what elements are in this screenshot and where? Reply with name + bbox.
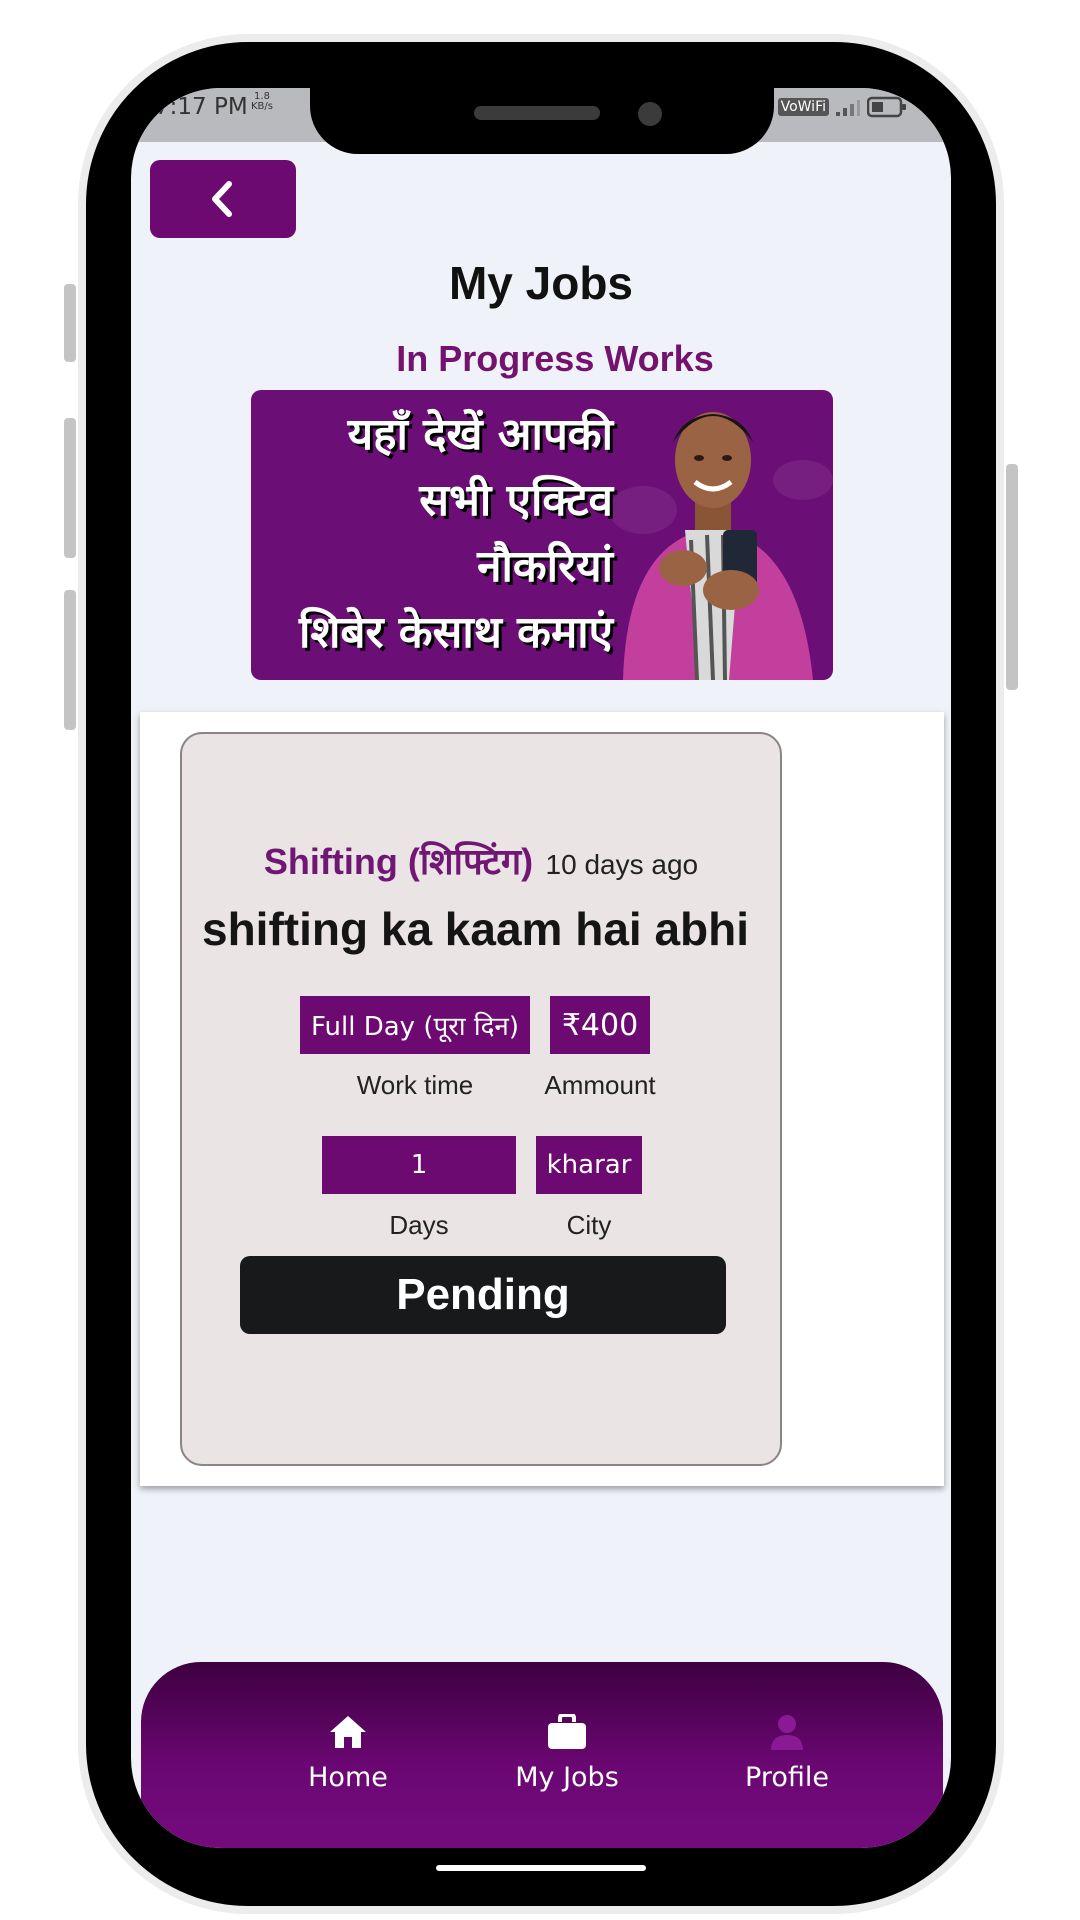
- days-chip: 1: [322, 1136, 516, 1194]
- battery-icon: [867, 96, 907, 118]
- net-speed-value: 1.8: [254, 91, 270, 102]
- vowifi-badge: VoWiFi: [778, 98, 829, 116]
- phone-speaker: [474, 106, 600, 120]
- bottom-navigation: [141, 1662, 943, 1848]
- banner-line: शिबेर केसाथ कमाएं: [299, 607, 613, 658]
- smiling-man-with-phone-image: [603, 390, 833, 680]
- job-card[interactable]: [180, 732, 782, 1466]
- job-status-button[interactable]: Pending: [240, 1256, 726, 1334]
- amount-label: Ammount: [544, 1070, 656, 1100]
- banner-line: नौकरियां: [477, 541, 613, 592]
- nav-profile-label: Profile: [745, 1762, 829, 1793]
- net-speed-unit: KB/s: [251, 101, 273, 112]
- briefcase-icon: [546, 1714, 588, 1750]
- job-title: shifting ka kaam hai abhi: [202, 903, 750, 955]
- phone-power-button: [1006, 464, 1018, 690]
- status-net-speed: [251, 92, 273, 112]
- nav-my-jobs[interactable]: [477, 1714, 657, 1793]
- section-title: In Progress Works: [396, 338, 714, 379]
- city-chip: kharar: [536, 1136, 642, 1194]
- back-button[interactable]: [150, 160, 296, 238]
- nav-home[interactable]: [258, 1714, 438, 1793]
- phone-volume-up: [64, 418, 76, 558]
- banner-line: सभी एक्टिव: [419, 475, 613, 526]
- nav-home-label: Home: [308, 1762, 388, 1793]
- banner-text: [299, 402, 613, 666]
- phone-side-button: [64, 284, 76, 362]
- home-indicator[interactable]: [436, 1865, 646, 1871]
- banner-line: यहाँ देखें आपकी: [347, 409, 613, 460]
- phone-volume-down: [64, 590, 76, 730]
- status-icons: [778, 96, 907, 118]
- promo-banner: [251, 390, 833, 680]
- jobs-list: [140, 712, 944, 1486]
- home-icon: [328, 1714, 368, 1750]
- nav-profile[interactable]: [697, 1714, 877, 1793]
- work-time-chip: Full Day (पूरा दिन): [300, 996, 530, 1054]
- city-label: City: [566, 1210, 612, 1240]
- page-title: My Jobs: [448, 257, 634, 309]
- person-icon: [768, 1714, 806, 1750]
- work-time-label: Work time: [356, 1070, 474, 1100]
- days-label: Days: [389, 1210, 449, 1240]
- app-screen: [131, 88, 951, 1848]
- chevron-left-icon: [206, 179, 240, 219]
- phone-camera: [638, 102, 662, 126]
- job-header: [182, 836, 780, 885]
- job-category: Shifting (शिफ्टिंग): [263, 841, 534, 882]
- phone-notch: [310, 88, 774, 154]
- status-time: 7:17 PM: [155, 94, 248, 120]
- nav-my-jobs-label: My Jobs: [515, 1762, 619, 1793]
- signal-icon: [835, 97, 861, 117]
- job-posted-time: 10 days ago: [545, 849, 699, 880]
- amount-chip: ₹400: [550, 996, 650, 1054]
